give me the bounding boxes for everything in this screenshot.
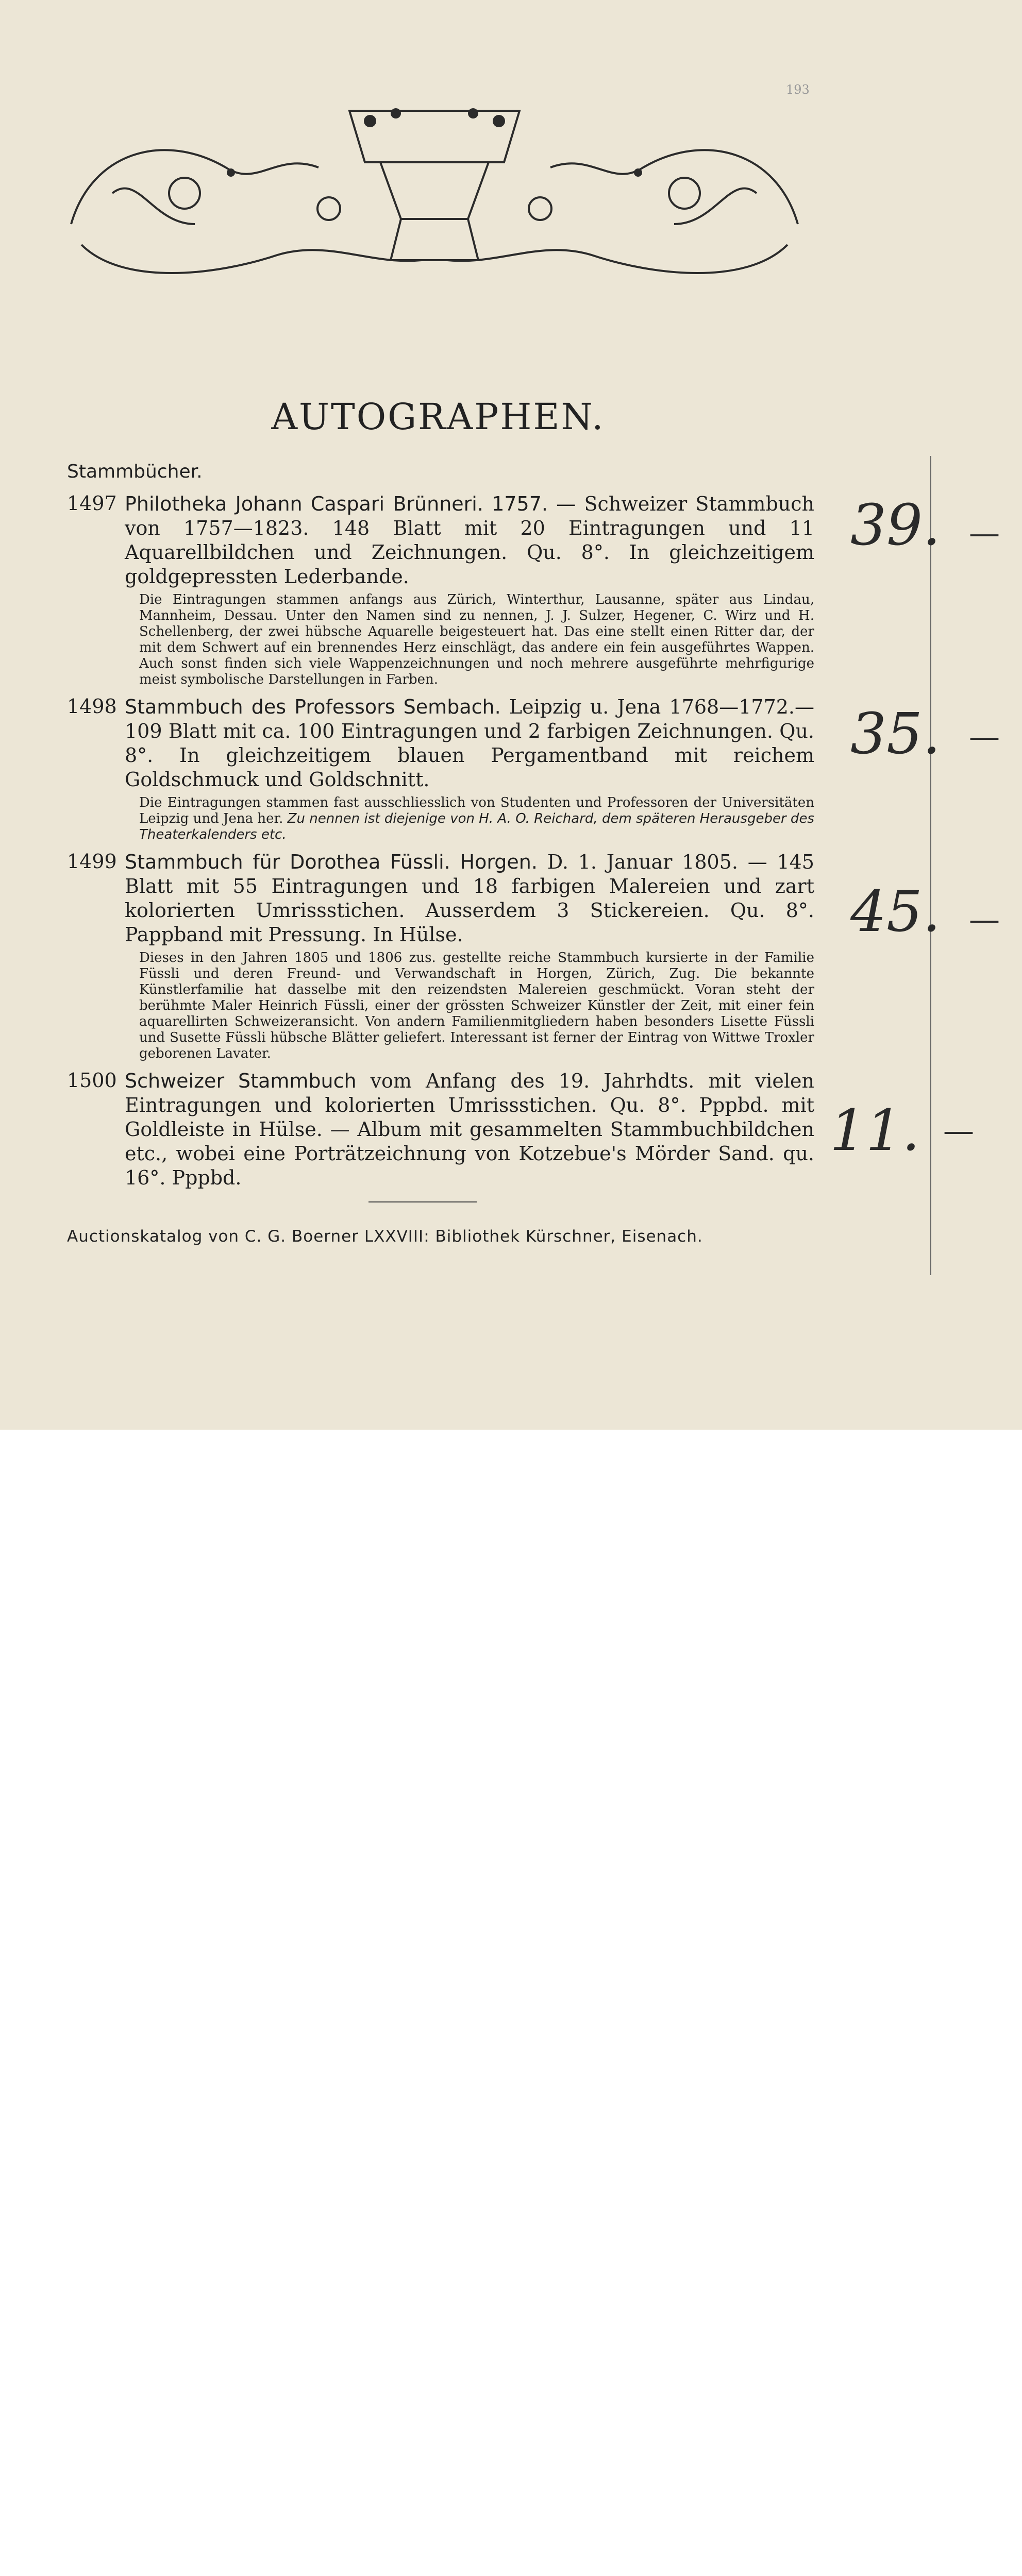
entry-heading: Schweizer Stammbuch [125, 1070, 357, 1092]
entry-text: — Schweizer Stammbuch von 1757—1823. 148 Blatt mit 20 Eintragungen und 11 Aquarellbildchen und Zeichnungen. Qu. 8°. In gleichzeitigem goldgepressten Lederbande. [125, 493, 814, 588]
entry-note: Dieses in den Jahren 1805 und 1806 zus. gestellte reiche Stammbuch kursierte in der Familie Füssli und deren Freund- und Verwandschaft in Horgen, Zürich, Zug. Die bekannte Künstlerfamilie hat dasselbe mit den reizendsten Malereien geschmückt. Voran steht der berühmte Maler Heinrich Füssli, einer der grössten Schweizer Künstler der Zeit, mit einer fein aquarellirten Schweizeransicht. Von andern Familienmitgliedern haben besonders Lisette Füssli und Susette Füssli hübsche Blätter geliefert. Interessant ist ferner der Eintrag von Wittwe Troxler geborenen Lavater. [139, 950, 814, 1061]
entry-text: vom Anfang des 19. Jahrhdts. mit vielen Eintragungen und kolorierten Umrissstichen. Qu. 8°. Pppbd. mit Goldleiste in Hülse. — Album mit gesammelten Stammbuchbildchen etc., wobei eine Porträtzeichnung von Kotzebue's Mörder Sand. qu. 16°. Pppbd. [125, 1070, 814, 1189]
entry-number: 1499 [67, 850, 117, 873]
entry-text: D. 1. Januar 1805. — 145 Blatt mit 55 Eintragungen und 18 farbigen Malereien und zart kolorierten Umrissstichen. Ausserdem 3 Stickereien. Qu. 8°. Pappband mit Pressung. In Hülse. [125, 851, 814, 946]
margin-rule [930, 456, 931, 1275]
entry-number: 1500 [67, 1069, 117, 1092]
list-item [67, 695, 814, 843]
list-item [67, 492, 814, 688]
entry-text: Leipzig u. Jena 1768—1772.— 109 Blatt mit ca. 100 Eintragungen und 2 farbigen Zeichnungen. Qu. 8°. In gleichzeitigem blauen Pergamentband mit reichem Goldschmuck und Goldschnitt. [125, 696, 815, 791]
separator-rule [368, 1201, 477, 1202]
handwritten-price: 39. [850, 492, 941, 558]
handwritten-dash: — [969, 902, 1000, 938]
handwritten-dash: — [943, 1113, 974, 1149]
handwritten-price: 45. [850, 878, 941, 944]
handwritten-dash: — [969, 515, 1000, 551]
entry-note: Die Eintragungen stammen fast ausschliesslich von Studenten und Professoren der Universitäten Leipzig und Jena her. [139, 795, 814, 826]
bottom-bar [0, 1430, 1022, 1504]
entry-heading: Stammbuch für Dorothea Füssli. Horgen. [125, 851, 538, 873]
list-item [67, 1069, 814, 1190]
entry-heading: Philotheka Johann Caspari Brünneri. 1757. [125, 493, 548, 515]
entry-number: 1497 [67, 492, 117, 515]
handwritten-price: 11. [830, 1097, 920, 1163]
entry-number: 1498 [67, 695, 117, 718]
handwritten-dash: — [969, 719, 1000, 755]
page-number-faint: 193 [786, 82, 810, 97]
entry-list [67, 492, 814, 1197]
entry-heading: Stammbuch des Professors Sembach. [125, 696, 501, 718]
section-heading: Stammbücher. [67, 461, 203, 482]
list-item [67, 850, 814, 1062]
entry-note: Die Eintragungen stammen anfangs aus Zürich, Winterthur, Lausanne, später aus Lindau, Mannheim, Dessau. Unter den Namen sind zu nennen, J. J. Sulzer, Hegener, C. Wirz und H. Schellenberg, der zwei hübsche Aquarelle beigesteuert hat. Das eine stellt einen Ritter dar, der mit dem Schwert auf ein brennendes Herz einschlägt, das andere ein fein ausgeführtes Wappen. Auch sonst finden sich viele Wappenzeichnungen und noch mehrere ausgeführte mehrfigurige meist symbolische Darstellungen in Farben. [139, 592, 814, 687]
ornament-vignette [61, 90, 808, 307]
entry-note-italic: Zu nennen ist diejenige von H. A. O. Reichard, dem späteren Herausgeber des Theaterkalenders etc. [139, 811, 814, 842]
page-footer: Auctionskatalog von C. G. Boerner LXXVIII: Bibliothek Kürschner, Eisenach. [67, 1227, 703, 1246]
handwritten-price: 35. [850, 701, 941, 767]
page-title: AUTOGRAPHEN. [271, 396, 605, 438]
